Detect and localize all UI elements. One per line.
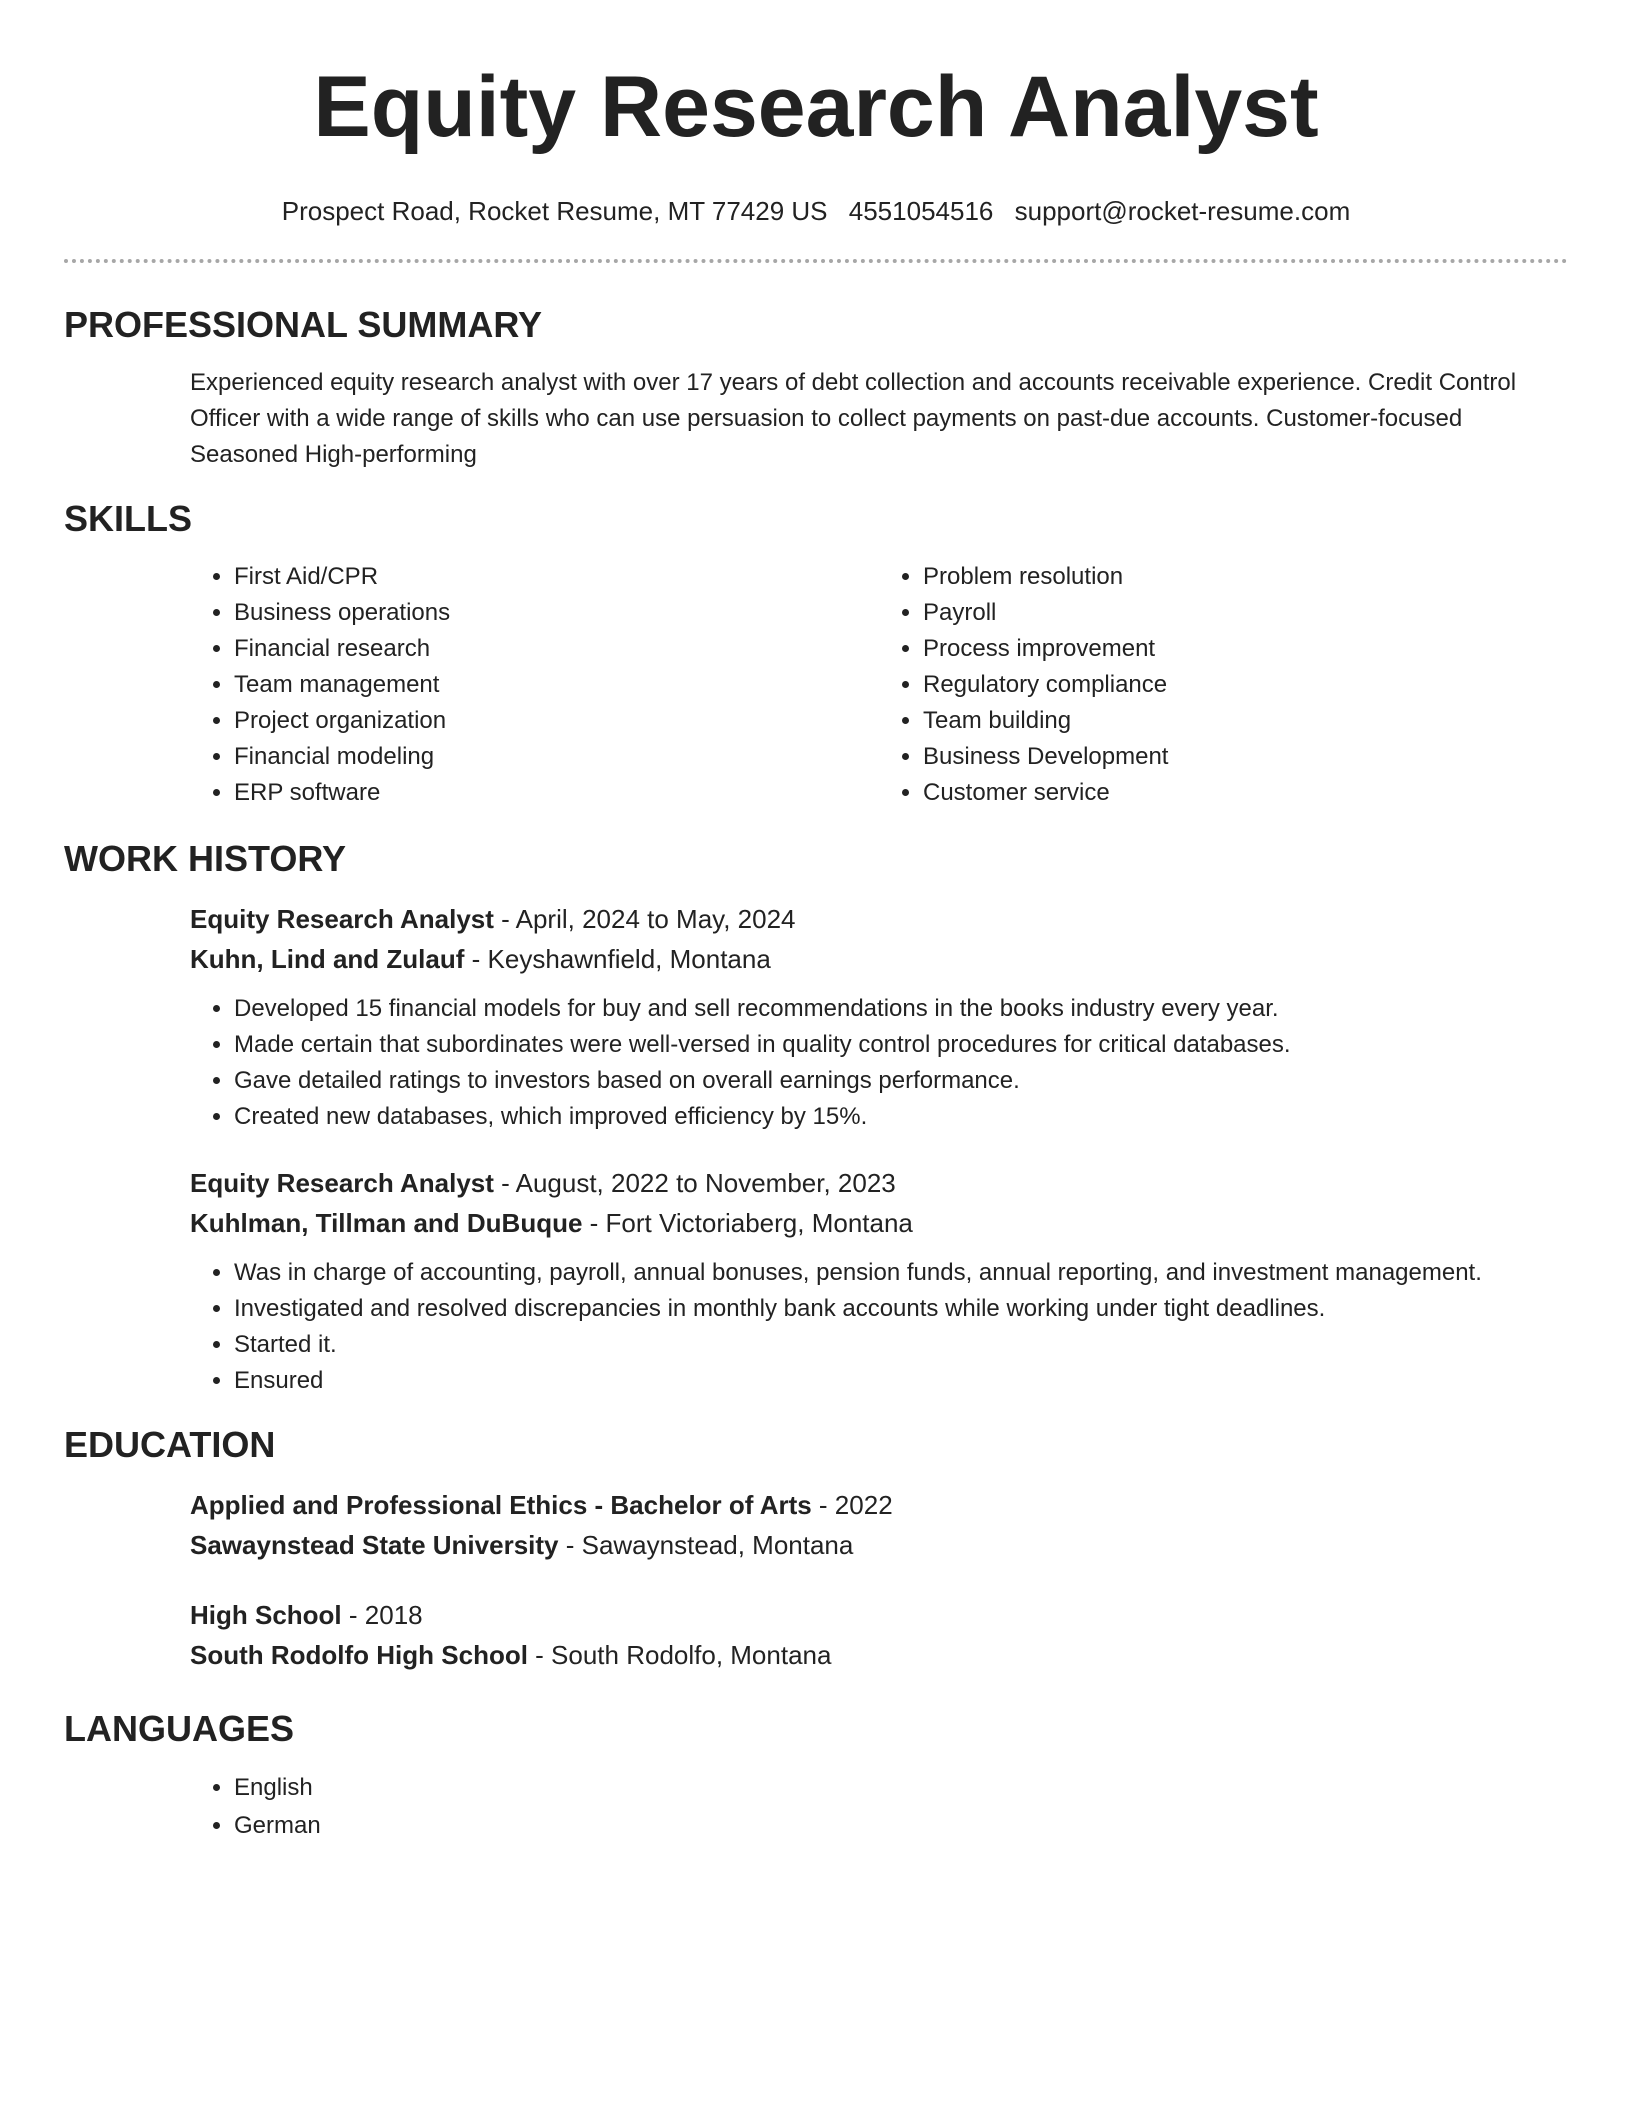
job-role: Equity Research Analyst <box>190 904 494 934</box>
languages-heading: LANGUAGES <box>64 1708 295 1749</box>
education-heading: EDUCATION <box>64 1424 276 1465</box>
skill-item: • Regulatory compliance <box>923 667 1568 703</box>
job-entry <box>190 1163 1568 1399</box>
job-company: Kuhn, Lind and Zulauf <box>190 944 465 974</box>
job-bullet: • Was in charge of accounting, payroll, annual bonuses, pension funds, annual reporting, and investment management. <box>234 1255 1568 1291</box>
languages-list <box>190 1769 1568 1845</box>
language-item: • English <box>234 1769 1568 1807</box>
job-company-line <box>190 939 1568 979</box>
job-bullet: • Started it. <box>234 1327 1568 1363</box>
job-bullet: • Made certain that subordinates were well-versed in quality control procedures for critical databases. <box>234 1027 1568 1063</box>
job-bullet: • Created new databases, which improved efficiency by 15%. <box>234 1099 1568 1135</box>
skill-item: • First Aid/CPR <box>234 559 879 595</box>
education-school: Sawaynstead State University <box>190 1530 559 1560</box>
education-location: - South Rodolfo, Montana <box>527 1640 832 1670</box>
work-history-heading: WORK HISTORY <box>64 838 347 879</box>
skills-list-right <box>879 559 1568 811</box>
skill-item: • Payroll <box>923 595 1568 631</box>
job-dates: - April, 2024 to May, 2024 <box>493 904 796 934</box>
summary-heading: PROFESSIONAL SUMMARY <box>64 304 543 345</box>
job-location: - Keyshawnfield, Montana <box>464 944 771 974</box>
education-entry <box>190 1485 1568 1565</box>
education-degree: High School <box>190 1600 342 1630</box>
education-degree: Applied and Professional Ethics - Bachelor of Arts <box>190 1490 812 1520</box>
job-entry <box>190 899 1568 1135</box>
education-school: South Rodolfo High School <box>190 1640 528 1670</box>
summary-text: Experienced equity research analyst with over 17 years of debt collection and accounts receivable experience. Credit Control Officer with a wide range of skills who can use persuasion to collect payments on past-due accounts. Customer-focused Seasoned High-performing <box>190 369 1517 468</box>
job-bullets <box>190 991 1568 1135</box>
skill-item: • Financial research <box>234 631 879 667</box>
job-dates: - August, 2022 to November, 2023 <box>493 1168 896 1198</box>
education-school-line <box>190 1635 1568 1675</box>
job-bullet: • Investigated and resolved discrepancies in monthly bank accounts while working under tight deadlines. <box>234 1291 1568 1327</box>
resume-name: Equity Research Analyst <box>313 59 1319 155</box>
job-bullet: • Gave detailed ratings to investors based on overall earnings performance. <box>234 1063 1568 1099</box>
contact-email[interactable]: support@rocket-resume.com <box>1014 196 1351 226</box>
job-location: - Fort Victoriaberg, Montana <box>582 1208 913 1238</box>
skill-item: • Business operations <box>234 595 879 631</box>
skill-item: • Team management <box>234 667 879 703</box>
education-school-line <box>190 1525 1568 1565</box>
skills-list-left <box>190 559 879 811</box>
job-company-line <box>190 1203 1568 1243</box>
education-location: - Sawaynstead, Montana <box>558 1530 854 1560</box>
education-year: - 2022 <box>811 1490 893 1520</box>
skills-grid <box>190 559 1568 811</box>
contact-phone: 4551054516 <box>848 196 994 226</box>
skill-item: • Process improvement <box>923 631 1568 667</box>
job-bullet: • Developed 15 financial models for buy and sell recommendations in the books industry every year. <box>234 991 1568 1027</box>
education-entry <box>190 1595 1568 1675</box>
skill-item: • ERP software <box>234 775 879 811</box>
education-year: - 2018 <box>341 1600 423 1630</box>
language-item: • German <box>234 1807 1568 1845</box>
contact-address: Prospect Road, Rocket Resume, MT 77429 US <box>281 196 828 226</box>
job-title-line <box>190 899 1568 939</box>
header-divider <box>64 259 1568 263</box>
education-degree-line <box>190 1595 1568 1635</box>
job-bullets <box>190 1255 1568 1399</box>
education-degree-line <box>190 1485 1568 1525</box>
job-title-line <box>190 1163 1568 1203</box>
skill-item: • Financial modeling <box>234 739 879 775</box>
contact-line <box>64 194 1568 228</box>
job-role: Equity Research Analyst <box>190 1168 494 1198</box>
skills-heading: SKILLS <box>64 498 193 539</box>
skill-item: • Business Development <box>923 739 1568 775</box>
job-company: Kuhlman, Tillman and DuBuque <box>190 1208 583 1238</box>
skill-item: • Customer service <box>923 775 1568 811</box>
skill-item: • Project organization <box>234 703 879 739</box>
skill-item: • Team building <box>923 703 1568 739</box>
skill-item: • Problem resolution <box>923 559 1568 595</box>
job-bullet: • Ensured <box>234 1363 1568 1399</box>
